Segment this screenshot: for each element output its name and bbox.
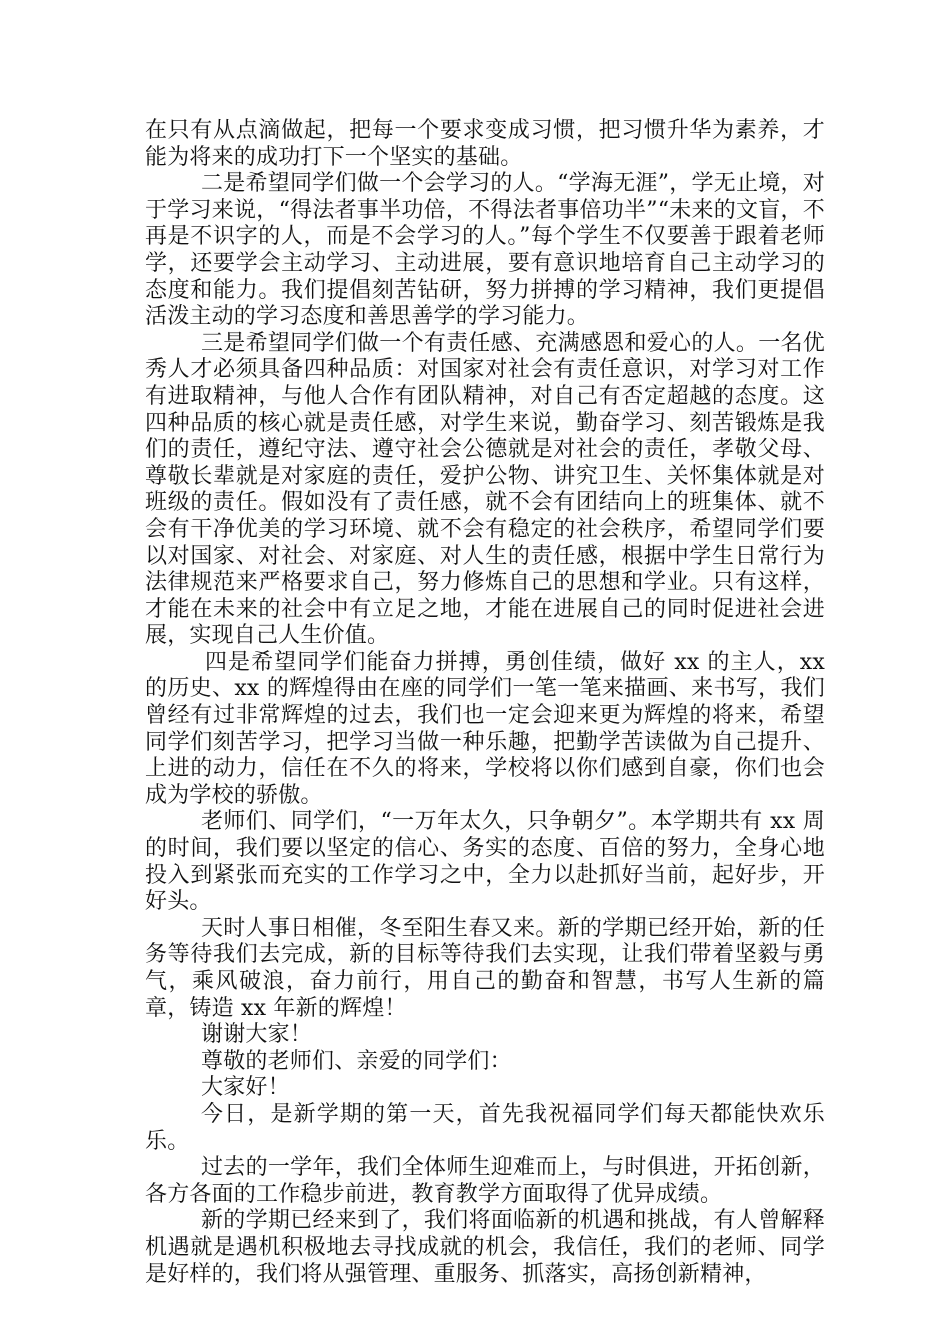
paragraph-2: 二是希望同学们做一个会学习的人。“学海无涯”，学无止境，对于学习来说，“得法者事半功倍，不得法者事倍功半”“未来的文盲，不再是不识字的人，而是不会学习的人。”每个学生不仅要善于跟着老师学，还要学会主动学习、主动进展，要有意识地培育自己主动学习的态度和能力。我们提倡刻苦钻研，努力拼搏的学习精神，我们更提倡活泼主动的学习态度和善思善学的学习能力。 bbox=[145, 171, 825, 330]
paragraph-9: 大家好！ bbox=[201, 1075, 290, 1101]
paragraph-4: 四是希望同学们能奋力拼搏，勇创佳绩，做好 xx 的主人，xx 的历史、xx 的辉煌得由在座的同学们一笔一笔来描画、来书写，我们曾经有过非常辉煌的过去，我们也一定会迎来更为辉煌的将来，希望同学们刻苦学习，把学习当做一种乐趣，把勤学苦读做为自己提升、上进的动力，信任在不久的将来，学校将以你们感到自豪，你们也会成为学校的骄傲。 bbox=[145, 649, 825, 808]
paragraph-7: 谢谢大家！ bbox=[201, 1022, 313, 1048]
paragraph-6: 天时人事日相催，冬至阳生春又来。新的学期已经开始，新的任务等待我们去完成，新的目标等待我们去实现，让我们带着坚毅与勇气，乘风破浪，奋力前行，用自己的勤奋和智慧，书写人生新的篇章，铸造 xx 年新的辉煌！ bbox=[145, 915, 825, 1021]
paragraph-8: 尊敬的老师们、亲爱的同学们： bbox=[201, 1048, 512, 1074]
paragraph-11: 过去的一学年，我们全体师生迎难而上，与时俱进，开拓创新，各方各面的工作稳步前进，教育教学方面取得了优异成绩。 bbox=[145, 1155, 825, 1207]
paragraph-1: 在只有从点滴做起，把每一个要求变成习惯，把习惯升华为素养，才能为将来的成功打下一个坚实的基础。 bbox=[145, 118, 825, 170]
paragraph-3: 三是希望同学们做一个有责任感、充满感恩和爱心的人。一名优秀人才必须具备四种品质：对国家对社会有责任意识，对学习对工作有进取精神，与他人合作有团队精神，对自己有否定超越的态度。这四种品质的核心就是责任感，对学生来说，勤奋学习、刻苦锻炼是我们的责任，遵纪守法、遵守社会公德就是对社会的责任，孝敬父母、尊敬长辈就是对家庭的责任，爱护公物、讲究卫生、关怀集体就是对班级的责任。假如没有了责任感，就不会有团结向上的班集体、就不会有干净优美的学习环境、就不会有稳定的社会秩序，希望同学们要以对国家、对社会、对家庭、对人生的责任感，根据中学生日常行为法律规范来严格要求自己，努力修炼自己的思想和学业。只有这样，才能在未来的社会中有立足之地，才能在进展自己的同时促进社会进展，实现自己人生价值。 bbox=[145, 330, 825, 649]
paragraph-12: 新的学期已经来到了，我们将面临新的机遇和挑战，有人曾解释机遇就是遇机积极地去寻找成就的机会，我信任，我们的老师、同学是好样的，我们将从强管理、重服务、抓落实，高扬创新精神， bbox=[145, 1208, 825, 1287]
paragraph-10: 今日，是新学期的第一天，首先我祝福同学们每天都能快欢乐乐。 bbox=[145, 1101, 825, 1154]
document-body bbox=[145, 118, 825, 1288]
paragraph-5: 老师们、同学们，“一万年太久，只争朝夕”。本学期共有 xx 周的时间，我们要以坚定的信心、务实的态度、百倍的努力，全身心地投入到紧张而充实的工作学习之中，全力以赴抓好当前，起好步，开好头。 bbox=[145, 809, 825, 915]
